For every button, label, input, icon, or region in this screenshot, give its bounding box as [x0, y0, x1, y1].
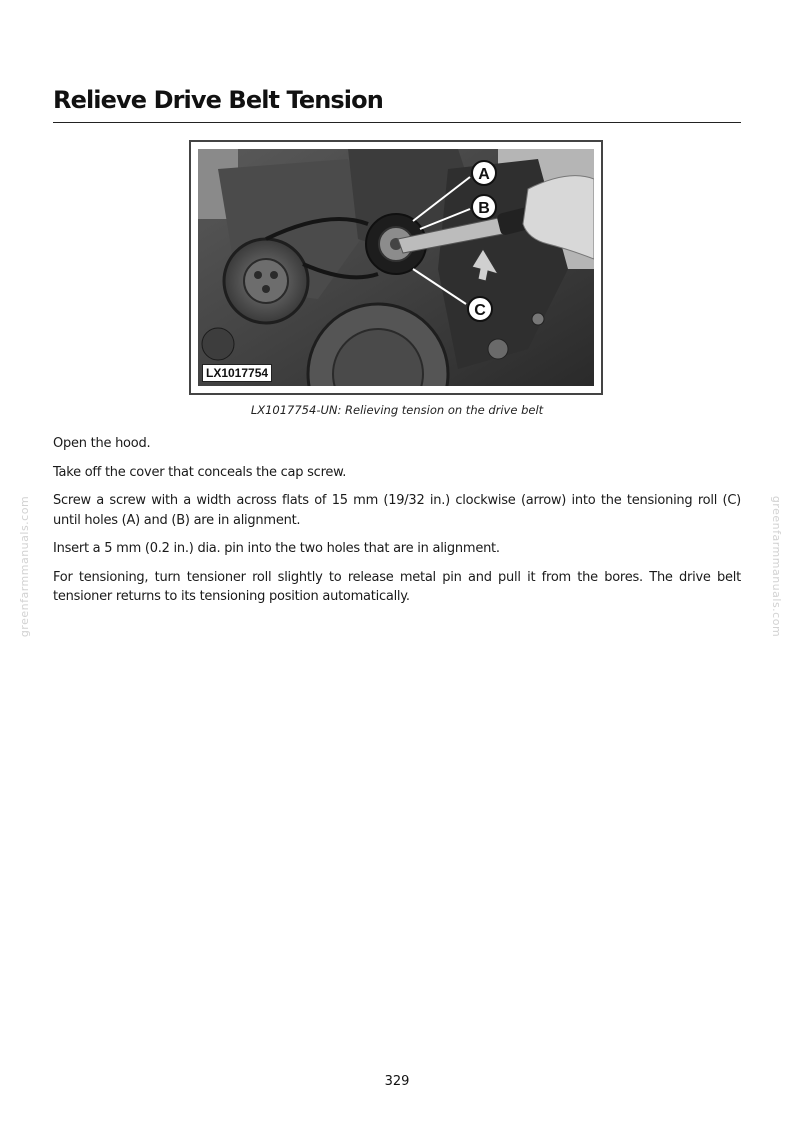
watermark-right: greenfarmmanuals.com	[770, 495, 784, 638]
figure-id-label: LX1017754	[202, 364, 272, 382]
callout-c-label: C	[474, 302, 486, 319]
figure-caption: LX1017754-UN: Relieving tension on the drive belt	[250, 403, 544, 417]
paragraph: Screw a screw with a width across flats of 15 mm (19/32 in.) clockwise (arrow) into the tensioning roll (C) until holes (A) and (B) are in alignment.	[53, 493, 741, 528]
callout-b	[472, 195, 496, 219]
engine-illustration	[198, 149, 594, 386]
callout-a	[472, 161, 496, 185]
callout-b-label: B	[478, 200, 490, 217]
page-number: 329	[384, 1074, 410, 1089]
instructions-body	[53, 434, 741, 616]
watermark-left: greenfarmmanuals.com	[18, 495, 32, 638]
title-divider	[53, 122, 741, 123]
paragraph: Insert a 5 mm (0.2 in.) dia. pin into the two holes that are in alignment.	[53, 541, 500, 556]
engine-photo	[198, 149, 594, 386]
callout-c	[468, 297, 492, 321]
paragraph: Take off the cover that conceals the cap screw.	[53, 464, 347, 480]
figure-frame	[189, 140, 603, 395]
page-title: Relieve Drive Belt Tension	[53, 86, 383, 114]
paragraph: Open the hood.	[53, 436, 151, 451]
paragraph: For tensioning, turn tensioner roll slightly to release metal pin and pull it from the bores. The drive belt tensioner returns to its tensioning position automatically.	[53, 569, 741, 604]
callout-a-label: A	[478, 166, 490, 183]
